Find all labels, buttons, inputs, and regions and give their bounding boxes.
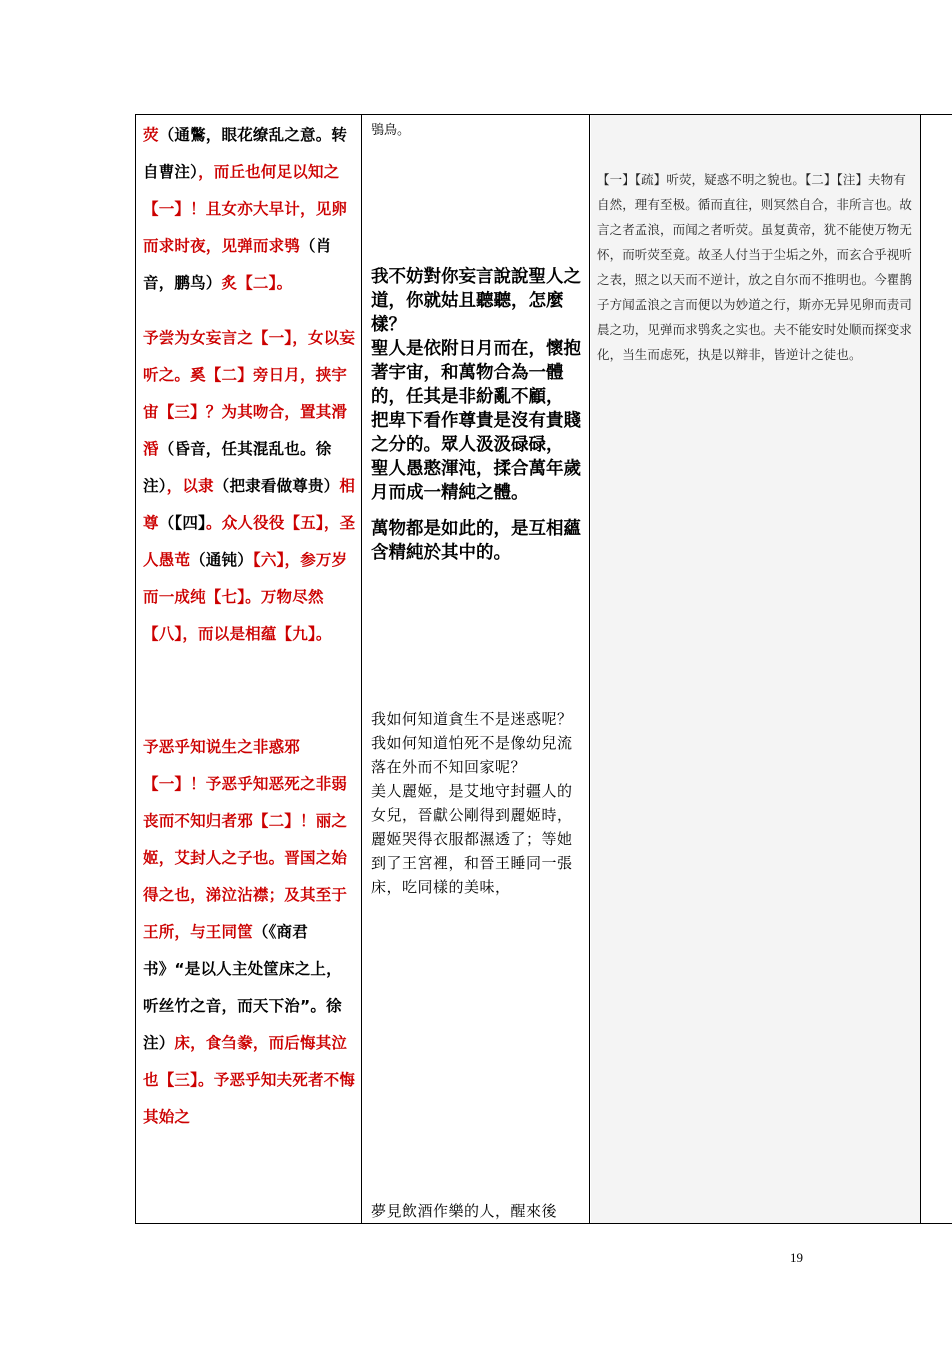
translation-continuation: 鴞鳥。 [371,123,411,138]
commentary-column [591,115,920,1223]
text-segment: 炙【二】。 [221,274,293,292]
text-segment: 床，食刍豢，而后悔其泣也【三】。予恶乎知夫死者不悔其始之 [143,1034,356,1126]
commentary-text: 【一】【疏】听荧，疑惑不明之貌也。【二】【注】夫物有自然，理有至极。循而直往，则冥然自合，非所言也。故言之者孟浪，而闻之者听荧。虽复黄帝，犹不能使万物无怀，而听荧至竟。故圣人付当于尘垢之外，而玄合乎视听之表，照之以天而不逆计，放之自尔而不推明也。今瞿鹊子方闻孟浪之言而便以为妙道之行，斯亦无异见卵而责司晨之功，见弹而求鸮炙之实也。夫不能安时处顺而探变求化，当生而虑死，执是以辩非，皆逆计之徒也。 [597,172,913,362]
translation-line: 聖人是依附日月而在，懷抱著宇宙，和萬物合為一體的，任其是非紛亂不顧， [371,339,581,407]
translation-bold-block [371,265,583,565]
table-border-left [135,114,136,1224]
text-segment: 予恶乎知说生之非惑邪【一】！予恶乎知恶死之非弱丧而不知归者邪【二】！丽之姬，艾封人之子也。晋国之始得之也，涕泣沾襟；及其至于王所，与王同筐 [143,738,348,941]
text-segment: 相尊 [143,477,356,532]
text-segment: ，以隶 [166,477,214,495]
translation-plain-block [371,707,583,899]
text-segment: （昏音，任其混乱也。徐注） [143,440,332,495]
text-segment: 。众人役役【五】，圣人愚芚 [143,514,356,569]
text-segment: 【六】，参万岁而一成纯【七】。万物尽然【八】，而以是相蕴【九】。 [143,551,348,643]
column-divider-3 [920,114,921,1224]
table-border-bottom [135,1223,952,1224]
translation-line: 把卑下看作尊貴是沒有貴賤之分的。眾人汲汲碌碌， [371,411,581,455]
translation-column [363,115,589,1223]
text-segment: ，而丘也何足以知之【一】！且女亦大早计，见卵而求时夜，见弹而求鸮 [143,163,348,255]
column-divider-2 [589,114,590,1224]
text-segment: 予尝为女妄言之【一】，女以妄听之。奚【二】旁日月，挟宇宙【三】？为其吻合，置其滑涽 [143,329,356,458]
translation-line: 我不妨對你妄言說說聖人之道，你就姑且聽聽，怎麼樣？ [371,267,581,335]
original-passage-1 [143,117,357,302]
original-passage-2 [143,320,357,653]
page-number: 19 [790,1250,803,1265]
text-segment: （通钝） [190,551,253,569]
text-segment: （把隶看做尊贵） [213,477,340,495]
text-segment: （肖音，鹏鸟） [143,237,332,292]
original-passage-3 [143,729,357,1136]
column-divider-1 [361,114,362,1224]
original-text-column [137,115,361,1223]
translation-line: 我如何知道貪生不是迷惑呢？我如何知道怕死不是像幼兒流落在外而不知回家呢？ [371,710,573,776]
translation-line: 美人麗姬，是艾地守封疆人的女兒，晉獻公剛得到麗姬時，麗姬哭得衣服都濕透了；等她到了王宮裡，和晉王睡同一張床，吃同樣的美味， [371,782,573,896]
text-segment: 荧 [143,126,159,144]
text-segment: （通鷩，眼花缭乱之意。转自曹注） [143,126,348,181]
text-segment: （【四】 [158,514,207,532]
translation-line: 聖人愚憨渾沌，揉合萬年歲月而成一精純之體。 [371,459,581,503]
text-segment: （《商君书》“是以人主处筐床之上，听丝竹之音，而天下治”。徐注） [143,923,342,1052]
translation-line: 萬物都是如此的，是互相蘊含精純於其中的。 [371,519,581,563]
translation-last-line: 夢見飲酒作樂的人，醒來後 [371,1202,558,1220]
